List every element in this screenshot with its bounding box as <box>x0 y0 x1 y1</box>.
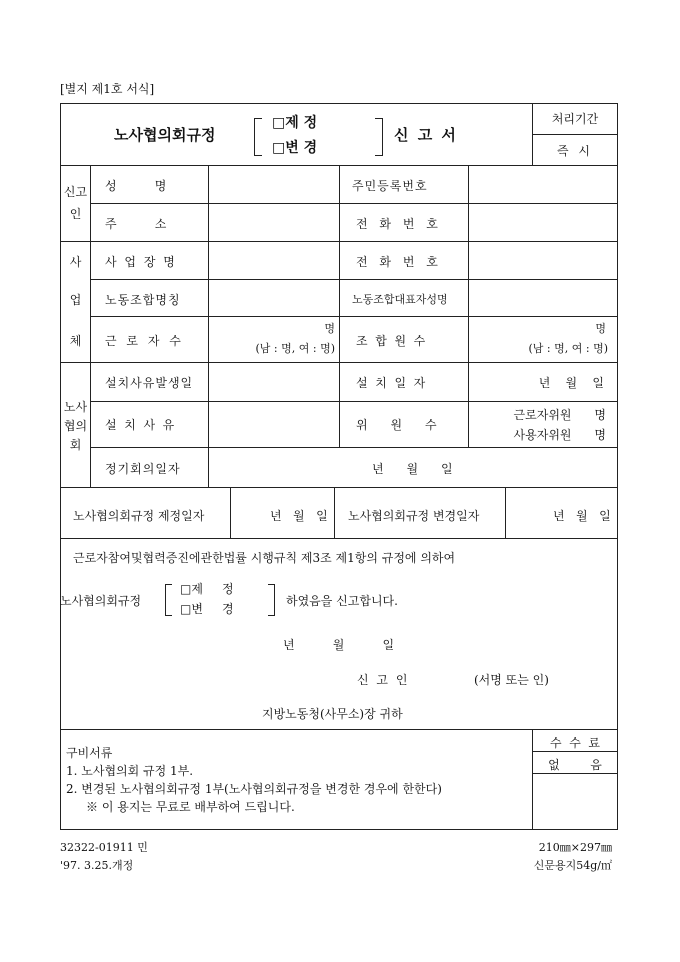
title-option-amend: □변 경 <box>272 140 318 156</box>
business-group-label-1: 사 <box>69 255 82 269</box>
form-number-label: [별지 제1호 서식] <box>60 82 155 96</box>
paper-type: 신문용지54g/㎡ <box>533 859 612 872</box>
revision-date: '97. 3.25.개정 <box>60 859 134 872</box>
law-reference-text: 근로자참여및협력증진에관한법률 시행규칙 제3조 제1항의 규정에 의하여 <box>73 551 456 565</box>
processing-period-label: 처리기간 <box>551 112 599 126</box>
business-group-label-2: 업 <box>69 293 82 307</box>
statement-option-enact: □제 정 <box>180 582 234 596</box>
reporter-address-label: 주 소 <box>105 217 167 231</box>
council-worker-members: 근로자위원 명 <box>513 408 606 422</box>
title-option-enact: □제 정 <box>272 115 318 131</box>
workers-label: 근 로 자 수 <box>105 334 184 348</box>
business-phone-label: 전 화 번 호 <box>356 255 442 269</box>
union-members-unit: 명 <box>595 322 606 335</box>
workplace-name-label: 사 업 장 명 <box>105 255 177 269</box>
regular-meeting-value: 년 월 일 <box>372 462 453 476</box>
statement-reg-label: 노사협의회규정 <box>60 594 142 608</box>
union-name-label: 노동조합명칭 <box>105 293 181 307</box>
form-code: 32322-01911 민 <box>60 841 148 854</box>
fee-value: 없 음 <box>548 758 602 772</box>
statement-suffix: 하였음을 신고합니다. <box>286 594 398 608</box>
regular-meeting-label: 정기회의일자 <box>105 462 181 476</box>
title-suffix: 신 고 서 <box>394 126 458 144</box>
union-rep-label: 노동조합대표자성명 <box>352 293 448 306</box>
attachments-title: 구비서류 <box>66 746 113 760</box>
processing-period-value: 즉 시 <box>557 144 593 158</box>
title-main: 노사협의회규정 <box>114 126 216 144</box>
council-reason-date-label: 설치사유발생일 <box>105 376 194 390</box>
council-members-label: 위 원 수 <box>356 418 437 432</box>
attachment-item-1: 1. 노사협의회 규정 1부. <box>66 764 194 778</box>
recipient-label: 지방노동청(사무소)장 귀하 <box>262 707 403 721</box>
fee-label: 수 수 료 <box>549 736 601 750</box>
attachment-item-2: 2. 변경된 노사협의회규정 1부(노사협의회규정을 변경한 경우에 한한다) <box>66 782 442 796</box>
council-employer-members: 사용자위원 명 <box>513 428 606 442</box>
reporter-id-label: 주민등록번호 <box>352 179 428 193</box>
free-distribution-note: ※ 이 용지는 무료로 배부하여 드립니다. <box>86 800 295 814</box>
enact-date-label: 노사협의회규정 제정일자 <box>73 509 205 523</box>
reporter-phone-label: 전 화 번 호 <box>356 217 442 231</box>
statement-option-amend: □변 경 <box>180 602 234 616</box>
council-install-date-value: 년 월 일 <box>538 376 604 390</box>
reporter-group-label: 신고 인 <box>63 185 88 221</box>
union-members-label: 조 합 원 수 <box>356 334 426 348</box>
workers-unit: 명 <box>324 322 335 335</box>
amend-date-value: 년 월 일 <box>553 509 611 523</box>
workers-detail: (남 : 명, 여 : 명) <box>255 342 335 355</box>
council-install-date-label: 설 치 일 자 <box>356 376 426 390</box>
statement-date: 년 월 일 <box>283 638 395 652</box>
paper-size: 210㎜×297㎜ <box>538 841 612 854</box>
statement-reporter-label: 신 고 인 <box>357 673 410 687</box>
union-members-detail: (남 : 명, 여 : 명) <box>528 342 608 355</box>
signature-placeholder: (서명 또는 인) <box>474 673 549 687</box>
council-group-label: 노사 협의 회 <box>63 400 88 452</box>
council-reason-label: 설 치 사 유 <box>105 418 175 432</box>
enact-date-value: 년 월 일 <box>270 509 328 523</box>
amend-date-label: 노사협의회규정 변경일자 <box>348 509 480 523</box>
business-group-label-3: 체 <box>69 334 82 348</box>
reporter-name-label: 성 명 <box>105 179 167 193</box>
